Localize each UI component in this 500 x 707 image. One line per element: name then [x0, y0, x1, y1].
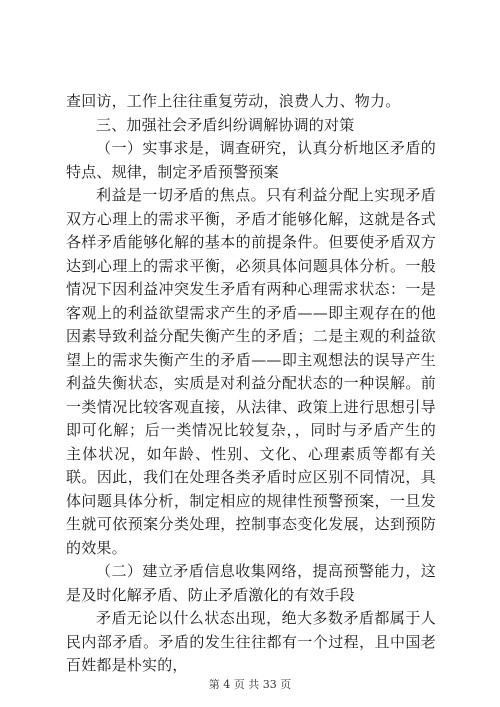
subsection-heading-1: （一）实事求是，调查研究，认真分析地区矛盾的特点、规律，制定矛盾预警预案	[66, 139, 436, 181]
paragraph-continuation: 查回访，工作上往往重复劳动，浪费人力、物力。	[66, 92, 401, 110]
section-heading: 三、加强社会矛盾纠纷调解协调的对策	[96, 115, 355, 134]
paragraph-interest-analysis: 利益是一切矛盾的焦点。只有利益分配上实现矛盾双方心理上的需求平衡，矛盾才能够化解，这就是各式各样矛盾能够化解的基本的前提条件。但要使矛盾双方达到心理上的需求平衡，必须具体问题具体分析。一般情况下因利益冲突发生矛盾有两种心理需求状态：一是客观上的利益欲望需求产生的矛盾——即主观存在的他因素导致利益分配失衡产生的矛盾；二是主观的利益欲望上的需求失衡产生的矛盾——即主观想法的误导产生利益失衡状态，实质是对利益分配状态的一种误解。前一类情况比较客观直接，从法律、政策上进行思想引导即可化解；后一类情况比较复杂，，同时与矛盾产生的主体状况，如年龄、性别、文化、心理素质等都有关联。因此，我们在处理各类矛盾时应区别不同情况，具体问题具体分析，制定相应的规律性预警预案，一旦发生就可依预案分类处理，控制事态变化发展，达到预防的效果。	[66, 186, 436, 557]
paragraph-contradiction-process: 矛盾无论以什么状态出现，绝大多数矛盾都属于人民内部矛盾。矛盾的发生往往都有一个过程，且中国老百姓都是朴实的，	[66, 609, 436, 674]
document-body	[66, 90, 436, 678]
page-footer: 第 4 页 共 33 页	[208, 678, 292, 691]
subsection-heading-2: （二）建立矛盾信息收集网络，提高预警能力，这是及时化解矛盾、防止矛盾激化的有效手段	[66, 562, 436, 604]
